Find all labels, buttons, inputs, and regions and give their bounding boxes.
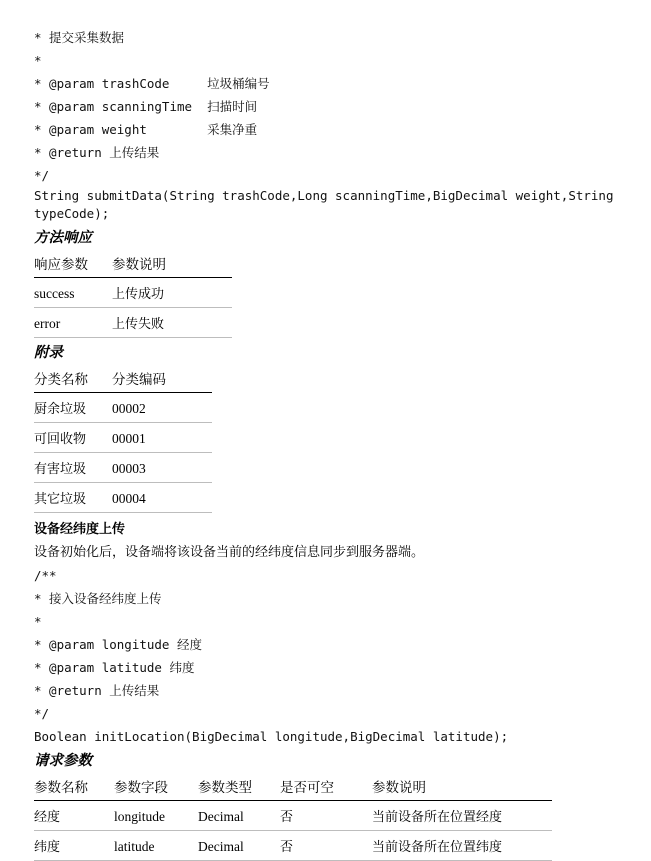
cell-param-field: latitude xyxy=(114,831,198,861)
column-header: 是否可空 xyxy=(280,773,372,801)
submit-data-signature: String submitData(String trashCode,Long scanningTime,BigDecimal weight,String typeCode); xyxy=(34,188,622,221)
column-header: 参数名称 xyxy=(34,773,114,801)
table-row xyxy=(34,423,212,453)
method-response-title: 方法响应 xyxy=(34,230,92,246)
column-header: 参数类型 xyxy=(198,773,280,801)
cell-category-name: 其它垃圾 xyxy=(34,483,112,513)
comment-line: * @param weight 采集净重 xyxy=(34,122,258,137)
table-header-row xyxy=(34,250,232,278)
comment-line: /** xyxy=(34,568,57,583)
comment-line: * @param scanningTime 扫描时间 xyxy=(34,99,258,114)
table-row xyxy=(34,453,212,483)
submit-data-comment-block xyxy=(34,26,621,187)
cell-response-desc: 上传失败 xyxy=(112,308,232,338)
location-comment-block xyxy=(34,564,621,725)
comment-line: * @param longitude 经度 xyxy=(34,637,202,652)
cell-param-type: Decimal xyxy=(198,831,280,861)
comment-line: * xyxy=(34,53,42,68)
comment-line: * @return 上传结果 xyxy=(34,145,160,160)
table-row xyxy=(34,483,212,513)
cell-category-code: 00002 xyxy=(112,393,212,423)
cell-param-desc: 当前设备所在位置纬度 xyxy=(372,831,552,861)
comment-line: * 接入设备经纬度上传 xyxy=(34,591,162,606)
column-header: 响应参数 xyxy=(34,250,112,278)
table-row xyxy=(34,393,212,423)
cell-category-code: 00003 xyxy=(112,453,212,483)
cell-param-name: 经度 xyxy=(34,801,114,831)
comment-line: * 提交采集数据 xyxy=(34,30,125,45)
table-row xyxy=(34,831,552,861)
init-location-signature: Boolean initLocation(BigDecimal longitude,BigDecimal latitude); xyxy=(34,729,509,744)
request-params-title: 请求参数 xyxy=(34,753,92,769)
column-header: 参数字段 xyxy=(114,773,198,801)
appendix-table xyxy=(34,365,212,513)
appendix-title: 附录 xyxy=(34,345,63,361)
cell-category-code: 00004 xyxy=(112,483,212,513)
cell-category-name: 有害垃圾 xyxy=(34,453,112,483)
cell-param-desc: 当前设备所在位置经度 xyxy=(372,801,552,831)
comment-line: * xyxy=(34,614,42,629)
method-response-table xyxy=(34,250,232,338)
cell-category-code: 00001 xyxy=(112,423,212,453)
cell-response-desc: 上传成功 xyxy=(112,278,232,308)
cell-response-param: success xyxy=(34,278,112,308)
cell-category-name: 厨余垃圾 xyxy=(34,393,112,423)
request-params-table xyxy=(34,773,552,861)
table-row xyxy=(34,278,232,308)
cell-param-type: Decimal xyxy=(198,801,280,831)
cell-param-nullable: 否 xyxy=(280,831,372,861)
comment-line: */ xyxy=(34,168,50,183)
cell-response-param: error xyxy=(34,308,112,338)
column-header: 分类名称 xyxy=(34,365,112,393)
table-header-row xyxy=(34,773,552,801)
cell-param-name: 纬度 xyxy=(34,831,114,861)
location-section-title: 设备经纬度上传 xyxy=(34,521,126,536)
cell-param-nullable: 否 xyxy=(280,801,372,831)
cell-category-name: 可回收物 xyxy=(34,423,112,453)
location-section-description: 设备初始化后，设备端将该设备当前的经纬度信息同步到服务器端。 xyxy=(34,544,425,559)
comment-line: * @return 上传结果 xyxy=(34,683,160,698)
cell-param-field: longitude xyxy=(114,801,198,831)
table-row xyxy=(34,308,232,338)
column-header: 参数说明 xyxy=(112,250,232,278)
table-header-row xyxy=(34,365,212,393)
comment-line: * @param trashCode 垃圾桶编号 xyxy=(34,76,270,91)
comment-line: * @param latitude 纬度 xyxy=(34,660,195,675)
column-header: 参数说明 xyxy=(372,773,552,801)
comment-line: */ xyxy=(34,706,50,721)
column-header: 分类编码 xyxy=(112,365,212,393)
table-row xyxy=(34,801,552,831)
